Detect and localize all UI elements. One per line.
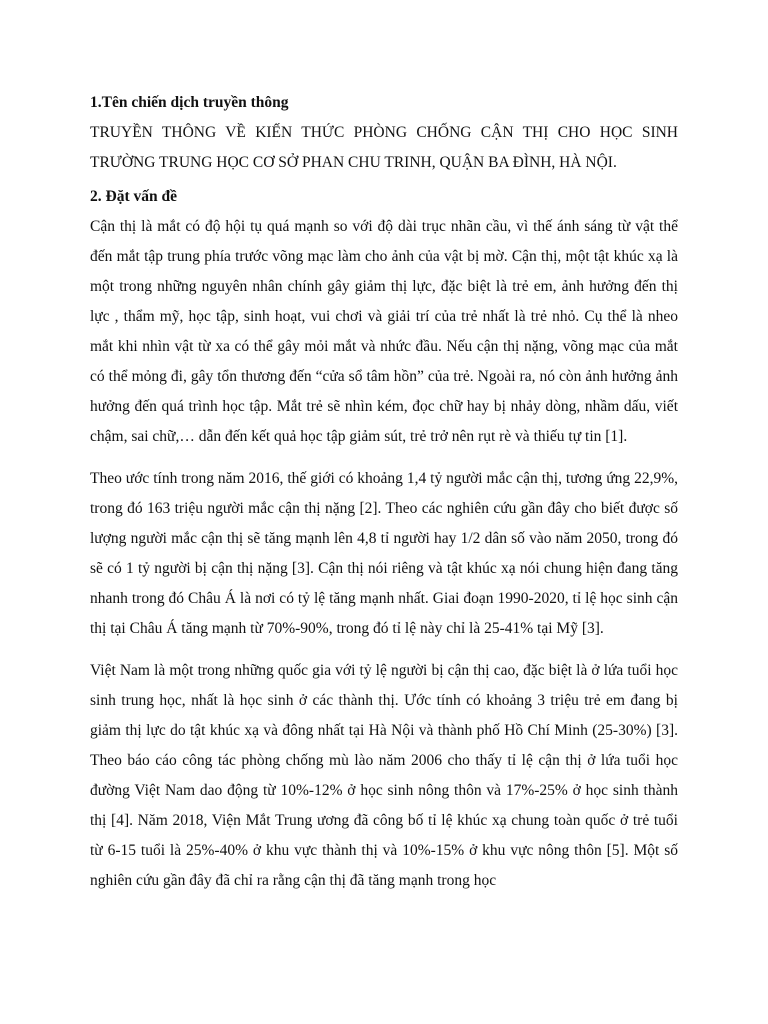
- paragraph-1: Cận thị là mắt có độ hội tụ quá mạnh so với độ dài trục nhãn cầu, vì thế ánh sáng từ vật thể đến mắt tập trung phía trước võng mạc làm cho ảnh của vật bị mờ. Cận thị, một tật khúc xạ là một trong những nguyên nhân chính gây giảm thị lực, đặc biệt là trẻ em, ảnh hưởng đến thị lực , thẩm mỹ, học tập, sinh hoạt, vui chơi và giải trí của trẻ nhất là trẻ nhỏ. Cụ thể là nheo mắt khi nhìn vật từ xa có thể gây mỏi mắt và nhức đầu. Nếu cận thị nặng, võng mạc của mắt có thể mỏng đi, gây tổn thương đến “cửa sổ tâm hồn” của trẻ. Ngoài ra, nó còn ảnh hưởng ảnh hưởng đến quá trình học tập. Mắt trẻ sẽ nhìn kém, đọc chữ hay bị nhảy dòng, nhầm dấu, viết chậm, sai chữ,… dẫn đến kết quả học tập giảm sút, trẻ trở nên rụt rè và thiếu tự tin [1].: [90, 218, 678, 445]
- paragraph-2: Theo ước tính trong năm 2016, thế giới có khoảng 1,4 tỷ người mắc cận thị, tương ứng 22,9%, trong đó 163 triệu người mắc cận thị nặng [2]. Theo các nghiên cứu gần đây cho biết được số lượng người mắc cận thị sẽ tăng mạnh lên 4,8 tỉ người hay 1/2 dân số vào năm 2050, trong đó sẽ có 1 tỷ người bị cận thị nặng [3]. Cận thị nói riêng và tật khúc xạ nói chung hiện đang tăng nhanh trong đó Châu Á là nơi có tỷ lệ tăng mạnh nhất. Giai đoạn 1990-2020, tỉ lệ học sinh cận thị tại Châu Á tăng mạnh từ 70%-90%, trong đó tỉ lệ này chỉ là 25-41% tại Mỹ [3].: [90, 470, 678, 637]
- section-2-heading: 2. Đặt vấn đề: [90, 188, 177, 205]
- campaign-title: TRUYỀN THÔNG VỀ KIẾN THỨC PHÒNG CHỐNG CẬN THỊ CHO HỌC SINH TRƯỜNG TRUNG HỌC CƠ SỞ PHAN CHU TRINH, QUẬN BA ĐÌNH, HÀ NỘI.: [90, 124, 678, 171]
- section-1-heading: 1.Tên chiến dịch truyền thông: [90, 94, 289, 111]
- paragraph-3: Việt Nam là một trong những quốc gia với tỷ lệ người bị cận thị cao, đặc biệt là ở lứa tuổi học sinh trung học, nhất là học sinh ở các thành thị. Ước tính có khoảng 3 triệu trẻ em đang bị giảm thị lực do tật khúc xạ và đông nhất tại Hà Nội và thành phố Hồ Chí Minh (25-30%) [3]. Theo báo cáo công tác phòng chống mù lào năm 2006 cho thấy tỉ lệ cận thị ở lứa tuổi học đường Việt Nam dao động từ 10%-12% ở học sinh nông thôn và 17%-25% ở học sinh thành thị [4]. Năm 2018, Viện Mắt Trung ương đã công bố tỉ lệ khúc xạ chung toàn quốc ở trẻ tuổi từ 6-15 tuổi là 25%-40% ở khu vực thành thị và 10%-15% ở khu vực nông thôn [5]. Một số nghiên cứu gần đây đã chỉ ra rằng cận thị đã tăng mạnh trong học: [90, 662, 678, 889]
- document-page: [90, 92, 678, 908]
